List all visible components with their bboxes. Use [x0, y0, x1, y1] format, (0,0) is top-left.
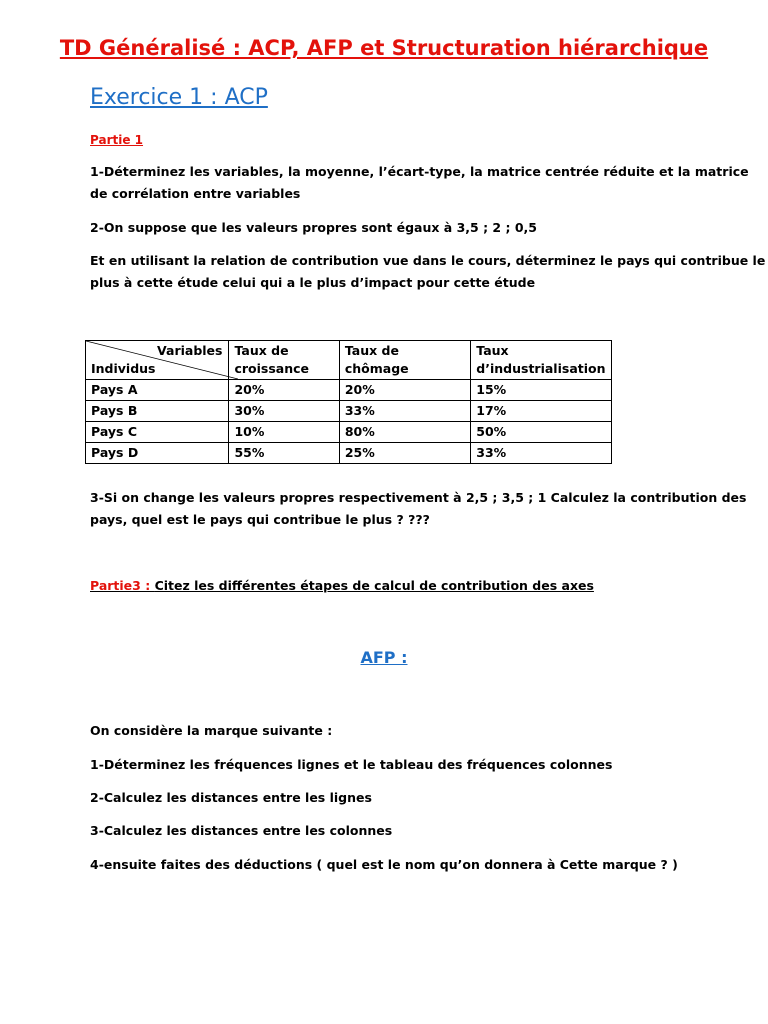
header-cell [339, 341, 470, 380]
row-label: Pays A [86, 380, 229, 401]
question-3: 3-Si on change les valeurs propres respectivement à 2,5 ; 3,5 ; 1 Calculez la contribution des pays, quel est le pays qui contribue le plus ? ??? [90, 490, 747, 527]
row-label: Pays B [86, 401, 229, 422]
exercise-title: Exercice 1 : ACP [90, 85, 268, 110]
question-2-continued: Et en utilisant la relation de contribution vue dans le cours, déterminez le pays qui contribue le plus à cette étude celui qui a le plus d’impact pour cette étude [90, 253, 766, 290]
table-cell: 33% [471, 443, 612, 464]
table-row [86, 380, 612, 401]
corner-individus-label: Individus [91, 361, 156, 376]
afp-title: AFP : [360, 648, 408, 667]
table-cell: 15% [471, 380, 612, 401]
header-cell [471, 341, 612, 380]
afp-question-1: 1-Déterminez les fréquences lignes et le tableau des fréquences colonnes [90, 757, 613, 772]
header-line: Taux de [344, 343, 399, 358]
table-header-row [86, 341, 612, 380]
table-cell: 30% [229, 401, 339, 422]
header-line: Taux [476, 343, 509, 358]
table-cell: 25% [339, 443, 470, 464]
table-cell: 20% [229, 380, 339, 401]
partie3-line [90, 578, 594, 593]
partie3-label: Partie3 : [90, 578, 155, 593]
header-line: croissance [234, 361, 310, 376]
partie3-text: Citez les différentes étapes de calcul de contribution des axes [154, 578, 594, 593]
data-table [85, 340, 612, 464]
document-title: TD Généralisé : ACP, AFP et Structuration hiérarchique [59, 36, 709, 60]
table-cell: 33% [339, 401, 470, 422]
table-row [86, 401, 612, 422]
question-1: 1-Déterminez les variables, la moyenne, l’écart-type, la matrice centrée réduite et la matrice de corrélation entre variables [90, 164, 749, 201]
row-label: Pays C [86, 422, 229, 443]
table-cell: 10% [229, 422, 339, 443]
row-label: Pays D [86, 443, 229, 464]
table-cell: 50% [471, 422, 612, 443]
header-line: chômage [344, 361, 409, 376]
table-cell: 20% [339, 380, 470, 401]
table-row [86, 422, 612, 443]
afp-intro: On considère la marque suivante : [90, 723, 333, 738]
table-cell: 55% [229, 443, 339, 464]
afp-question-2: 2-Calculez les distances entre les lignes [90, 790, 372, 805]
table-row [86, 443, 612, 464]
table-cell: 80% [339, 422, 470, 443]
corner-variables-label: Variables [157, 343, 223, 358]
afp-question-4: 4-ensuite faites des déductions ( quel est le nom qu’on donnera à Cette marque ? ) [90, 857, 678, 872]
header-line: d’industrialisation [476, 361, 606, 376]
partie1-label: Partie 1 [90, 133, 144, 147]
header-cell [229, 341, 339, 380]
corner-cell [86, 341, 229, 380]
table-cell: 17% [471, 401, 612, 422]
header-line: Taux de [234, 343, 289, 358]
afp-question-3: 3-Calculez les distances entre les colonnes [90, 823, 393, 838]
question-2: 2-On suppose que les valeurs propres sont égaux à 3,5 ; 2 ; 0,5 [90, 220, 537, 235]
